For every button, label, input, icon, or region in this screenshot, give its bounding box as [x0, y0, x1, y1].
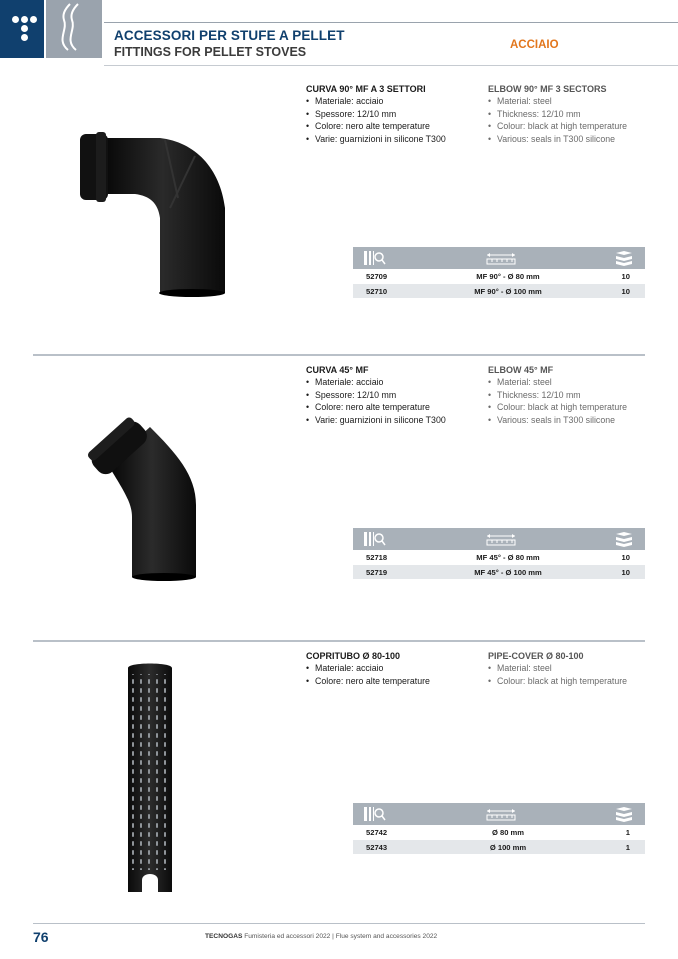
item-qty: 1: [625, 828, 630, 837]
product-title-it: COPRITUBO Ø 80-100: [306, 651, 401, 661]
item-desc: MF 90° - Ø 100 mm: [474, 287, 542, 296]
spec-item: • Material: steel: [488, 95, 668, 107]
product-title-it: CURVA 90° MF A 3 SETTORI: [306, 84, 426, 94]
spec-it-3: [306, 650, 486, 687]
spec-item: • Colore: nero alte temperature: [306, 675, 486, 687]
table-header: [353, 247, 645, 269]
spec-item: • Thickness: 12/10 mm: [488, 389, 668, 401]
page-title: ACCESSORI PER STUFE A PELLET: [114, 28, 345, 43]
item-code: 52719: [366, 568, 388, 577]
item-code: 52710: [366, 287, 388, 296]
footer-brand: TECNOGAS: [205, 933, 243, 940]
item-qty: 10: [621, 287, 630, 296]
item-code: 52718: [366, 553, 388, 562]
dimension-icon: [486, 251, 516, 265]
spec-item: • Colour: black at high temperature: [488, 401, 668, 413]
search-code-icon: [363, 531, 387, 547]
spec-item: • Colore: nero alte temperature: [306, 401, 486, 413]
spec-item: • Material: steel: [488, 662, 668, 674]
page-number: 76: [33, 929, 49, 945]
table-row: [353, 825, 645, 840]
category-label: ACCIAIO: [510, 39, 559, 51]
table-row: [353, 284, 645, 299]
spec-en-1: [488, 83, 668, 145]
spec-item: • Materiale: acciaio: [306, 376, 486, 388]
item-code: 52742: [366, 828, 388, 837]
spec-item: • Colour: black at high temperature: [488, 120, 668, 132]
spec-it-1: [306, 83, 486, 145]
item-desc: MF 45° - Ø 100 mm: [474, 568, 542, 577]
pipe-cover-image: [122, 660, 178, 898]
spec-en-2: [488, 364, 668, 426]
spec-item: • Colour: black at high temperature: [488, 675, 668, 687]
item-code: 52743: [366, 843, 388, 852]
product-table-2: [353, 528, 645, 580]
section-divider: [33, 640, 645, 642]
box-quantity-icon: [614, 806, 634, 822]
product-table-1: [353, 247, 645, 299]
page-subtitle: FITTINGS FOR PELLET STOVES: [114, 45, 307, 59]
spec-it-2: [306, 364, 486, 426]
spec-item: • Colore: nero alte temperature: [306, 120, 486, 132]
table-row: [353, 840, 645, 855]
item-desc: MF 90° - Ø 80 mm: [476, 272, 540, 281]
section-divider: [33, 354, 645, 356]
table-header: [353, 528, 645, 550]
product-title-en: ELBOW 90° MF 3 SECTORS: [488, 84, 607, 94]
smoke-icon: [46, 0, 102, 58]
spec-item: • Varie: guarnizioni in silicone T300: [306, 133, 486, 145]
search-code-icon: [363, 250, 387, 266]
header-bottom-divider: [104, 65, 678, 66]
item-desc: Ø 80 mm: [491, 828, 525, 837]
table-row: [353, 565, 645, 580]
box-quantity-icon: [614, 531, 634, 547]
brand-logo: [0, 0, 44, 58]
table-header: [353, 803, 645, 825]
product-table-3: [353, 803, 645, 855]
spec-item: • Varie: guarnizioni in silicone T300: [306, 414, 486, 426]
product-title-en: PIPE-COVER Ø 80-100: [488, 651, 584, 661]
item-qty: 10: [621, 553, 630, 562]
spec-item: • Spessore: 12/10 mm: [306, 108, 486, 120]
spec-item: • Materiale: acciaio: [306, 95, 486, 107]
item-desc: Ø 100 mm: [489, 843, 527, 852]
dimension-icon: [486, 807, 516, 821]
spec-item: • Spessore: 12/10 mm: [306, 389, 486, 401]
footer-caption: Fumisteria ed accessori 2022 | Flue system and accessories 2022: [242, 933, 438, 940]
product-title-it: CURVA 45° MF: [306, 365, 369, 375]
item-desc: MF 45° - Ø 80 mm: [476, 553, 540, 562]
table-row: [353, 550, 645, 565]
elbow-45-image: [78, 405, 208, 585]
header-divider: [104, 22, 678, 23]
box-quantity-icon: [614, 250, 634, 266]
spec-item: • Material: steel: [488, 376, 668, 388]
item-code: 52709: [366, 272, 388, 281]
spec-item: • Various: seals in T300 silicone: [488, 414, 668, 426]
spec-item: • Various: seals in T300 silicone: [488, 133, 668, 145]
footer-divider: [33, 923, 645, 924]
search-code-icon: [363, 806, 387, 822]
item-qty: 1: [625, 843, 630, 852]
footer-text: [205, 933, 437, 940]
table-row: [353, 269, 645, 284]
product-title-en: ELBOW 45° MF: [488, 365, 554, 375]
item-qty: 10: [621, 568, 630, 577]
spec-item: • Materiale: acciaio: [306, 662, 486, 674]
spec-item: • Thickness: 12/10 mm: [488, 108, 668, 120]
item-qty: 10: [621, 272, 630, 281]
elbow-90-image: [70, 128, 240, 303]
dimension-icon: [486, 532, 516, 546]
spec-en-3: [488, 650, 668, 687]
